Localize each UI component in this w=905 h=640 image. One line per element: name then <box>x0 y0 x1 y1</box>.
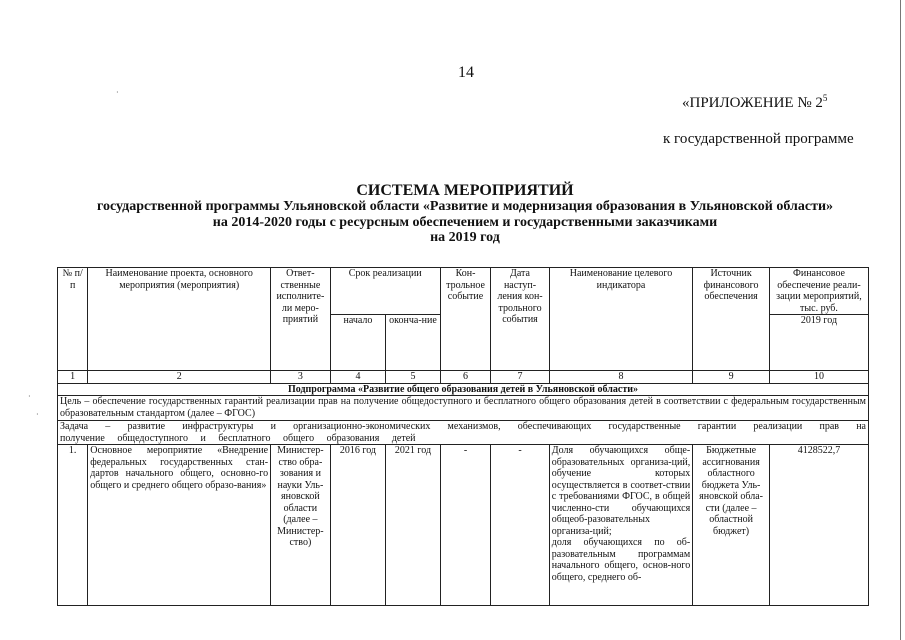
subprogram-title: Подпрограмма «Развитие общего образования детей в Ульяновской области» <box>58 383 869 396</box>
title-line-1: СИСТЕМА МЕРОПРИЯТИЙ <box>356 182 574 199</box>
goal-row <box>58 396 869 421</box>
column-number: 8 <box>549 371 692 384</box>
subprogram-row <box>58 383 869 396</box>
header-start: начало <box>330 315 386 371</box>
appendix-text: «ПРИЛОЖЕНИЕ № 2 <box>682 95 823 111</box>
title-line-2: государственной программы Ульяновской области «Развитие и модернизация образования в Ульяновской области» <box>96 199 834 214</box>
header-finance-year: 2019 год <box>769 315 868 371</box>
task-row <box>58 421 869 445</box>
appendix-label <box>682 93 827 112</box>
row-num: 1. <box>58 445 88 606</box>
header-indicator: Наименование целевого индикатора <box>549 268 692 371</box>
row-source: Бюджетные ассигнования областного бюджета Уль-яновской обла-сти (далее – областной бюджет) <box>693 445 770 606</box>
column-number: 2 <box>88 371 271 384</box>
row-amount: 4128522,7 <box>769 445 868 606</box>
row-control-event: - <box>440 445 490 606</box>
header-source: Источник финансового обеспечения <box>693 268 770 371</box>
row-start: 2016 год <box>330 445 386 606</box>
header-num: № п/п <box>58 268 88 371</box>
title-line-3: на 2014-2020 годы с ресурсным обеспечением и государственными заказчиками <box>212 214 718 230</box>
goal-text: Цель – обеспечение государственных гарантий реализации прав на получение общедоступного и бесплатного общего образования детей в соответствии с федеральным государственным образовательным стандартом (далее – ФГОС) <box>58 396 869 421</box>
header-period: Срок реализации <box>330 268 440 315</box>
header-responsible: Ответ-ственные исполните-ли меро-приятий <box>271 268 331 371</box>
indicator-1: Доля обучающихся обще-образовательных организа-ций, обучение которых осуществляется в соответ-ствии с требованиями ФГОС, в общей численно-сти обучающихся общеоб-разовательных организа-ций; <box>551 445 691 537</box>
column-number: 5 <box>386 371 441 384</box>
events-table <box>57 267 869 606</box>
row-responsible: Министер-ство обра-зования и науки Уль-яновской области (далее – Министер-ство) <box>271 445 331 606</box>
row-name: Основное мероприятие «Внедрение федеральных государственных стан-дартов начального общего, основно-го общего и среднего общего образо-вания» <box>88 445 271 606</box>
appendix-superscript: 5 <box>822 93 828 103</box>
column-number: 3 <box>271 371 331 384</box>
header-end: оконча-ние <box>386 315 441 371</box>
indicator-2: доля обучающихся по об-разовательным программам начального общего, основ-ного общего, среднего об- <box>551 537 691 583</box>
column-number-row <box>58 371 869 384</box>
column-number: 4 <box>330 371 386 384</box>
row-control-date: - <box>491 445 550 606</box>
column-number: 1 <box>58 371 88 384</box>
row-indicator <box>549 445 692 606</box>
column-number: 7 <box>491 371 550 384</box>
column-number: 9 <box>693 371 770 384</box>
scan-speck: · <box>116 88 119 97</box>
column-number: 10 <box>769 371 868 384</box>
page-number: 14 <box>458 64 474 81</box>
row-end: 2021 год <box>386 445 441 606</box>
column-number: 6 <box>440 371 490 384</box>
scan-speck: · <box>28 392 31 401</box>
document-title <box>0 182 905 246</box>
header-finance: Финансовое обеспечение реали-зации мероприятий, тыс. руб. <box>769 268 868 315</box>
page-edge <box>900 0 901 640</box>
header-name: Наименование проекта, основного мероприятия (мероприятия) <box>88 268 271 371</box>
title-line-4: на 2019 год <box>430 230 500 245</box>
header-control-date: Дата наступ-ления кон-трольного события <box>491 268 550 371</box>
header-control-event: Кон-трольное событие <box>440 268 490 371</box>
scan-speck: · <box>36 410 39 419</box>
table-row <box>58 445 869 606</box>
appendix-subtitle: к государственной программе <box>663 131 854 147</box>
task-text: Задача – развитие инфраструктуры и организационно-экономических механизмов, обеспечивающих государственные гарантии реализации прав на получение общедоступного и бесплатного общего образования детей <box>58 421 869 445</box>
